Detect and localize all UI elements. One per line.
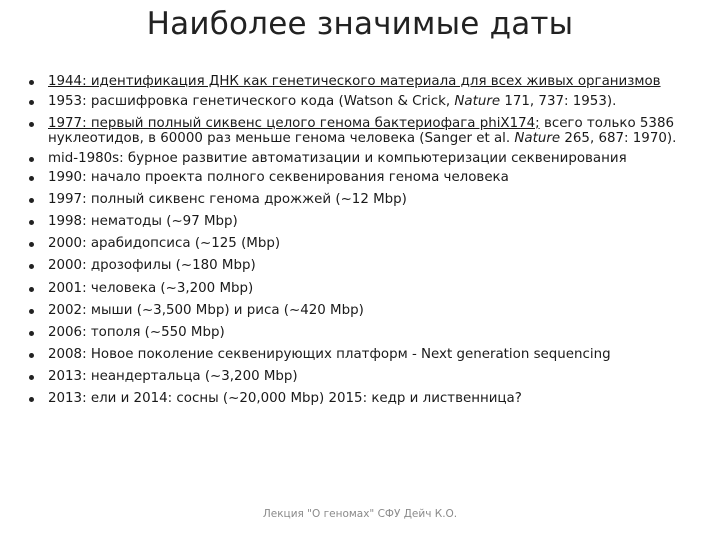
item-text: 2002: мыши (~3,500 Mbp) и риса (~420 Mbp) <box>48 302 364 318</box>
list-item <box>28 258 688 274</box>
list-item <box>28 369 688 385</box>
item-text: 2013: ели и 2014: сосны (~20,000 Mbp) 2015: кедр и лиственница? <box>48 391 522 407</box>
item-text: 2006: тополя (~550 Mbp) <box>48 324 225 340</box>
slide-footer: Лекция "О геномах" СФУ Дейч К.О. <box>262 508 458 520</box>
item-underlined-text: 1944: идентификация ДНК как генетического материала для всех живых организмов <box>48 74 661 89</box>
list-item <box>28 192 688 208</box>
item-italic-text: Nature <box>514 131 561 147</box>
list-item <box>28 116 688 147</box>
list-item <box>28 170 688 186</box>
item-text: mid-1980s: бурное развитие автоматизации и компьютеризации секвенирования <box>48 150 627 166</box>
list-item <box>28 151 688 167</box>
list-item <box>28 347 688 363</box>
item-text: 1990: начало проекта полного секвенирования генома человека <box>48 170 509 186</box>
item-text-post: 265, 687: 1970). <box>560 131 677 147</box>
item-text-mid: всего только 5386 нуклеотидов, в 60000 раз меньше генома человека (Sanger et al. <box>48 115 674 147</box>
list-item <box>28 94 688 110</box>
item-italic-text: Nature <box>454 93 501 109</box>
item-text: 1997: полный сиквенс генома дрожжей (~12 Mbp) <box>48 192 407 208</box>
item-text: 2013: неандертальца (~3,200 Mbp) <box>48 368 298 384</box>
list-item <box>28 325 688 341</box>
item-text: 2001: человека (~3,200 Mbp) <box>48 280 254 296</box>
item-text: 1953: расшифровка генетического кода (Watson & Crick, <box>48 93 455 109</box>
list-item <box>28 214 688 230</box>
item-text: 2000: дрозофилы (~180 Mbp) <box>48 258 256 274</box>
item-text: 1998: нематоды (~97 Mbp) <box>48 214 238 230</box>
item-underlined-text: 1977: первый полный сиквенс целого генома бактериофага phiX174; <box>48 115 540 131</box>
slide-title: Наиболее значимые даты <box>146 6 574 42</box>
list-item <box>28 391 688 407</box>
list-item <box>28 303 688 319</box>
item-text-post: 171, 737: 1953). <box>500 93 617 109</box>
dates-list <box>28 74 688 413</box>
item-text: 2008: Новое поколение секвенирующих платформ - Next generation sequencing <box>48 346 611 362</box>
list-item <box>28 281 688 297</box>
list-item <box>28 236 688 252</box>
list-item <box>28 74 688 90</box>
item-text: 2000: арабидопсиса (~125 (Mbp) <box>48 236 281 252</box>
